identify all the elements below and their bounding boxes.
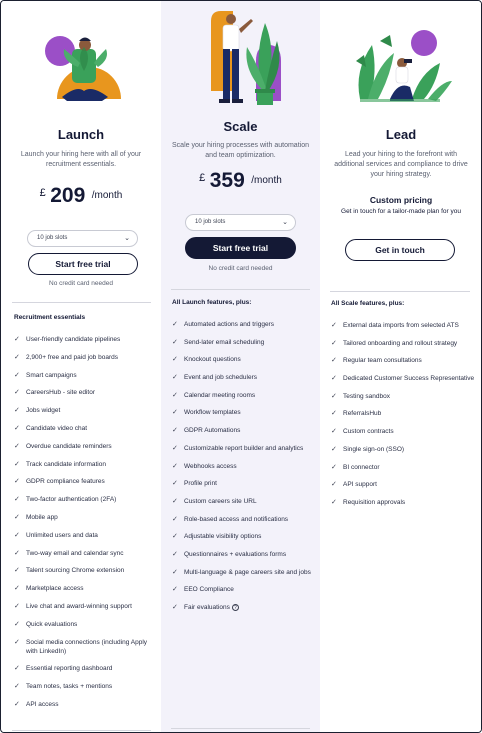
feature-item xyxy=(331,427,475,436)
feature-label: Testing sandbox xyxy=(343,392,390,400)
check-icon: ✓ xyxy=(172,391,178,399)
check-icon: ✓ xyxy=(331,339,337,347)
features-list xyxy=(14,335,156,718)
check-icon: ✓ xyxy=(331,481,337,489)
chevron-down-icon: ⌄ xyxy=(282,219,288,226)
feature-item xyxy=(14,531,156,540)
feature-item xyxy=(14,424,156,433)
check-icon: ✓ xyxy=(331,410,337,418)
feature-label: API access xyxy=(26,700,59,708)
job-slots-value: 10 job slots xyxy=(37,235,68,241)
check-icon: ✓ xyxy=(172,444,178,452)
feature-label: 2,900+ free and paid job boards xyxy=(26,353,118,361)
feature-label: EEO Compliance xyxy=(184,586,234,594)
check-icon: ✓ xyxy=(14,567,20,575)
check-icon: ✓ xyxy=(14,585,20,593)
check-icon: ✓ xyxy=(14,371,20,379)
feature-label: Profile print xyxy=(184,480,217,488)
plan-tagline: Launch your hiring here with all of your recruitment essentials. xyxy=(20,151,142,168)
feature-label: CareersHub - site editor xyxy=(26,389,95,397)
check-icon: ✓ xyxy=(331,463,337,471)
feature-item xyxy=(172,497,314,506)
check-icon: ✓ xyxy=(172,604,178,611)
start-free-trial-button[interactable]: Start free trial xyxy=(28,253,138,275)
plan-price xyxy=(2,184,160,208)
feature-label: Two-factor authentication (2FA) xyxy=(26,496,117,504)
scale-illustration xyxy=(161,1,320,116)
feature-label: Regular team consultations xyxy=(343,357,422,365)
start-free-trial-button[interactable]: Start free trial xyxy=(185,237,296,259)
feature-label: Requisition approvals xyxy=(343,498,406,506)
custom-pricing-title: Custom pricing xyxy=(369,195,433,205)
feature-label: External data imports from selected ATS xyxy=(343,322,459,329)
features-heading: All Launch features, plus: xyxy=(172,299,252,306)
divider xyxy=(12,302,151,303)
feature-label: Essential reporting dashboard xyxy=(26,665,113,673)
check-icon: ✓ xyxy=(14,602,20,610)
custom-pricing-subtitle: Get in touch for a tailor-made plan for you xyxy=(341,208,461,215)
features-list xyxy=(172,320,314,621)
feature-item xyxy=(172,408,314,417)
feature-label: Single sign-on (SSO) xyxy=(343,445,405,453)
feature-item xyxy=(172,550,314,559)
check-icon: ✓ xyxy=(172,550,178,558)
feature-item xyxy=(331,480,475,489)
check-icon: ✓ xyxy=(14,389,20,397)
feature-item xyxy=(172,355,314,364)
feature-item xyxy=(331,392,475,401)
no-credit-card-note: No credit card needed xyxy=(208,265,273,272)
feature-item xyxy=(172,515,314,524)
feature-item xyxy=(14,682,156,691)
check-icon: ✓ xyxy=(14,424,20,432)
feature-label: Live chat and award-winning support xyxy=(26,602,132,610)
feature-item xyxy=(14,442,156,451)
check-icon: ✓ xyxy=(14,460,20,468)
feature-label: Questionnaires + evaluations forms xyxy=(184,550,287,558)
feature-label: Overdue candidate reminders xyxy=(26,442,112,450)
check-icon: ✓ xyxy=(172,338,178,346)
check-icon: ✓ xyxy=(14,478,20,486)
feature-item xyxy=(14,602,156,611)
plan-lead xyxy=(320,1,482,733)
feature-label: Social media connections (including Apply with LinkedIn) xyxy=(26,638,148,655)
launch-illustration xyxy=(2,1,160,116)
features-heading: All Scale features, plus: xyxy=(331,300,405,307)
plan-tagline: Scale your hiring processes with automation and team optimization. xyxy=(172,142,309,159)
feature-item xyxy=(14,638,156,656)
check-icon: ✓ xyxy=(331,428,337,436)
feature-label: User-friendly candidate pipelines xyxy=(26,336,121,343)
feature-item xyxy=(172,462,314,471)
price-amount: 359 xyxy=(209,169,245,192)
feature-label: Dedicated Customer Success Representative xyxy=(343,375,475,383)
check-icon: ✓ xyxy=(14,683,20,691)
feature-label: BI connector xyxy=(343,463,380,471)
feature-item xyxy=(14,335,156,344)
feature-label: Multi-language & page careers site and jobs xyxy=(184,568,311,576)
feature-label: Calendar meeting rooms xyxy=(184,391,256,399)
feature-item xyxy=(14,620,156,629)
feature-item xyxy=(172,426,314,435)
feature-label: Mobile app xyxy=(26,513,58,521)
feature-item xyxy=(331,356,475,365)
job-slots-select[interactable] xyxy=(27,230,138,247)
price-period: /month xyxy=(91,190,123,201)
check-icon: ✓ xyxy=(14,531,20,539)
feature-label: ReferralsHub xyxy=(343,410,382,418)
check-icon: ✓ xyxy=(14,665,20,673)
feature-item xyxy=(14,700,156,709)
check-icon: ✓ xyxy=(331,498,337,506)
plan-price xyxy=(161,169,320,193)
check-icon: ✓ xyxy=(331,357,337,365)
price-amount: 209 xyxy=(50,184,86,207)
feature-item xyxy=(14,549,156,558)
currency-symbol: £ xyxy=(199,172,206,184)
features-heading: Recruitment essentials xyxy=(14,314,86,321)
feature-item xyxy=(14,477,156,486)
chevron-down-icon: ⌄ xyxy=(124,235,130,242)
check-icon: ✓ xyxy=(331,375,337,383)
feature-item xyxy=(172,320,314,329)
feature-item xyxy=(14,513,156,522)
check-icon: ✓ xyxy=(172,480,178,488)
feature-item xyxy=(331,374,475,383)
feature-item xyxy=(172,603,314,612)
feature-label: Automated actions and triggers xyxy=(184,321,274,328)
check-icon: ✓ xyxy=(14,336,20,343)
feature-label: Send-later email scheduling xyxy=(184,338,265,346)
check-icon: ✓ xyxy=(14,620,20,628)
feature-item xyxy=(14,495,156,504)
feature-label: Fair evaluations xyxy=(184,604,230,611)
feature-item xyxy=(331,445,475,454)
feature-item xyxy=(14,353,156,362)
feature-label: Workflow templates xyxy=(184,409,241,417)
feature-item xyxy=(172,479,314,488)
check-icon: ✓ xyxy=(331,392,337,400)
check-icon: ✓ xyxy=(331,445,337,453)
check-icon: ✓ xyxy=(14,407,20,415)
check-icon: ✓ xyxy=(14,700,20,708)
feature-item xyxy=(172,585,314,594)
get-in-touch-button[interactable]: Get in touch xyxy=(345,239,455,261)
feature-item xyxy=(172,338,314,347)
check-icon: ✓ xyxy=(172,462,178,470)
plan-scale xyxy=(161,1,320,733)
feature-item xyxy=(14,584,156,593)
check-icon: ✓ xyxy=(14,496,20,504)
plan-launch xyxy=(2,1,160,733)
feature-label: Two-way email and calendar sync xyxy=(26,549,124,557)
job-slots-select[interactable] xyxy=(185,214,296,231)
check-icon: ✓ xyxy=(172,497,178,505)
check-icon: ✓ xyxy=(172,568,178,576)
plan-name: Lead xyxy=(385,127,417,142)
plan-name: Launch xyxy=(57,127,105,142)
feature-label: Role-based access and notifications xyxy=(184,515,289,523)
check-icon: ✓ xyxy=(172,586,178,594)
feature-label: Quick evaluations xyxy=(26,620,78,628)
feature-label: Webhooks access xyxy=(184,462,237,470)
check-icon: ✓ xyxy=(14,638,20,646)
feature-label: GDPR Automations xyxy=(184,427,241,435)
feature-label: Unlimited users and data xyxy=(26,531,98,539)
feature-label: Jobs widget xyxy=(26,407,61,415)
feature-item xyxy=(14,388,156,397)
feature-label: Marketplace access xyxy=(26,585,84,593)
check-icon: ✓ xyxy=(14,513,20,521)
feature-item xyxy=(172,444,314,453)
feature-label: Event and job schedulers xyxy=(184,374,257,382)
divider xyxy=(12,730,151,731)
feature-label: Customizable report builder and analytics xyxy=(184,444,304,452)
feature-item xyxy=(172,373,314,382)
check-icon: ✓ xyxy=(331,322,337,329)
feature-label: Tailored onboarding and rollout strategy xyxy=(343,339,458,347)
check-icon: ✓ xyxy=(172,321,178,328)
divider xyxy=(171,728,310,729)
feature-label: Smart campaigns xyxy=(26,371,77,379)
feature-item xyxy=(14,371,156,380)
plan-tagline: Lead your hiring to the forefront with additional services and compliance to drive your hiring strategy. xyxy=(334,151,468,178)
check-icon: ✓ xyxy=(172,515,178,523)
feature-label: Track candidate information xyxy=(26,460,106,468)
feature-item xyxy=(172,391,314,400)
feature-item xyxy=(172,568,314,577)
feature-label: Knockout questions xyxy=(184,356,241,364)
feature-label: Custom contracts xyxy=(343,428,394,436)
currency-symbol: £ xyxy=(39,187,46,199)
feature-label: GDPR compliance features xyxy=(26,478,105,486)
feature-item xyxy=(331,409,475,418)
divider xyxy=(330,291,470,292)
plan-name: Scale xyxy=(223,119,258,134)
feature-item xyxy=(172,532,314,541)
feature-item xyxy=(331,463,475,472)
lead-illustration xyxy=(320,1,482,116)
feature-label: Custom careers site URL xyxy=(184,497,257,505)
check-icon: ✓ xyxy=(172,533,178,541)
job-slots-value: 10 job slots xyxy=(195,219,226,225)
feature-label: Talent sourcing Chrome extension xyxy=(26,567,125,575)
features-list xyxy=(331,321,475,516)
check-icon: ✓ xyxy=(14,442,20,450)
check-icon: ✓ xyxy=(172,356,178,364)
feature-label: Candidate video chat xyxy=(26,424,88,432)
feature-label: Adjustable visibility options xyxy=(184,533,262,541)
check-icon: ✓ xyxy=(14,549,20,557)
feature-label: API support xyxy=(343,481,377,489)
feature-item xyxy=(331,321,475,330)
feature-item xyxy=(14,664,156,673)
feature-item xyxy=(14,460,156,469)
check-icon: ✓ xyxy=(172,427,178,435)
check-icon: ✓ xyxy=(172,409,178,417)
divider xyxy=(171,289,310,290)
no-credit-card-note: No credit card needed xyxy=(49,280,113,287)
feature-label: Team notes, tasks + mentions xyxy=(26,683,113,691)
feature-item xyxy=(14,566,156,575)
check-icon: ✓ xyxy=(14,353,20,361)
price-period: /month xyxy=(251,175,282,186)
feature-item xyxy=(14,406,156,415)
check-icon: ✓ xyxy=(172,374,178,382)
feature-item xyxy=(331,498,475,507)
info-circle-icon[interactable]: ? xyxy=(232,604,239,611)
feature-item xyxy=(331,339,475,348)
